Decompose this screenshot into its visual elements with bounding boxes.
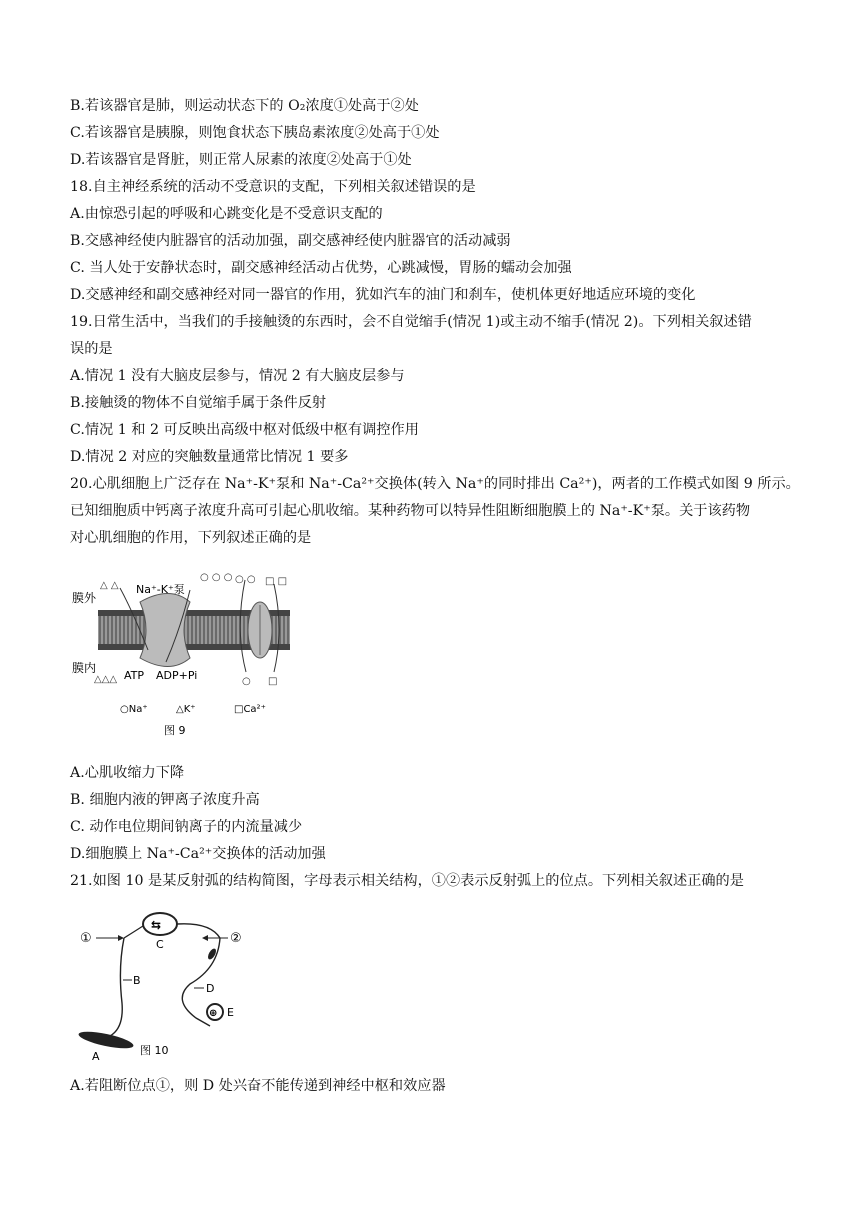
q18-stem: 18.自主神经系统的活动不受意识的支配，下列相关叙述错误的是	[70, 179, 476, 195]
q20-stem-line2: 已知细胞质中钙离子浓度升高可引起心肌收缩。某种药物可以特异性阻断细胞膜上的 Na⁺-K⁺泵。关于该药物	[70, 503, 751, 519]
label-outside: 膜外	[72, 591, 97, 605]
label-point-2: ②	[230, 931, 242, 946]
label-atp: ATP	[124, 669, 145, 682]
ganglion	[206, 947, 217, 960]
label-b: B	[133, 974, 141, 987]
potassium-symbols-inside: △△△	[94, 674, 118, 685]
q19-stem-line2: 误的是	[70, 341, 113, 357]
q20-option-a: A.心肌收缩力下降	[70, 765, 185, 781]
q20-stem-line1: 20.心肌细胞上广泛存在 Na⁺-K⁺泵和 Na⁺-Ca²⁺交换体(转入 Na⁺的同时排出 Ca²⁺)，两者的工作模式如图 9 所示。	[70, 476, 800, 492]
q20-option-d: D.细胞膜上 Na⁺-Ca²⁺交换体的活动加强	[70, 846, 326, 862]
q19-option-d: D.情况 2 对应的突触数量通常比情况 1 要多	[70, 449, 349, 465]
calcium-symbol-inside: □	[268, 676, 278, 687]
q18-option-a: A.由惊恐引起的呼吸和心跳变化是不受意识支配的	[70, 206, 383, 222]
figure-9-caption: 图 9	[164, 724, 186, 737]
sodium-symbols-outside: ○ ○ ○	[200, 572, 233, 583]
q19-option-a: A.情况 1 没有大脑皮层参与，情况 2 有大脑皮层参与	[70, 368, 405, 384]
q18-option-d: D.交感神经和副交感神经对同一器官的作用，犹如汽车的油门和刹车，使机体更好地适应环境的变化	[70, 287, 696, 303]
legend-potassium: △K⁺	[176, 704, 196, 715]
potassium-symbols-outside: △ △	[100, 580, 119, 591]
label-c: C	[156, 938, 164, 951]
sodium-symbols-exchanger: ○ ○	[235, 574, 256, 585]
label-point-1: ①	[80, 931, 92, 946]
q19-option-b: B.接触烫的物体不自觉缩手属于条件反射	[70, 395, 327, 411]
q17-option-b: B.若该器官是肺，则运动状态下的 O₂浓度①处高于②处	[70, 98, 419, 114]
q21-option-a: A.若阻断位点①，则 D 处兴奋不能传递到神经中枢和效应器	[70, 1078, 446, 1094]
q20-option-c: C. 动作电位期间钠离子的内流量减少	[70, 819, 303, 835]
legend-sodium: ○Na⁺	[120, 704, 148, 715]
q17-option-c: C.若该器官是胰腺，则饱食状态下胰岛素浓度②处高于①处	[70, 125, 440, 141]
q19-stem-line1: 19.日常生活中，当我们的手接触烫的东西时，会不自觉缩手(情况 1)或主动不缩手(情况 2)。下列相关叙述错	[70, 314, 752, 330]
label-adp-pi: ADP+Pi	[156, 669, 198, 682]
synapse-symbol: ⇆	[151, 918, 162, 932]
q18-option-c: C. 当人处于安静状态时，副交感神经活动占优势，心跳减慢，胃肠的蠕动会加强	[70, 260, 572, 276]
sodium-symbol-inside: ○	[242, 676, 251, 687]
effector-symbol: ⊕	[209, 1008, 218, 1019]
label-inside: 膜内	[72, 661, 97, 675]
label-e: E	[227, 1006, 234, 1019]
q21-stem: 21.如图 10 是某反射弧的结构简图，字母表示相关结构，①②表示反射弧上的位点。下列相关叙述正确的是	[70, 873, 744, 889]
q20-option-b: B. 细胞内液的钾离子浓度升高	[70, 792, 260, 808]
figure-10-caption: 图 10	[140, 1044, 169, 1057]
q18-option-b: B.交感神经使内脏器官的活动加强，副交感神经使内脏器官的活动减弱	[70, 233, 511, 249]
q19-option-c: C.情况 1 和 2 可反映出高级中枢对低级中枢有调控作用	[70, 422, 419, 438]
calcium-symbols-outside: □ □	[265, 576, 288, 587]
afferent-nerve-b	[110, 938, 124, 1036]
q20-stem-line3: 对心肌细胞的作用，下列叙述正确的是	[70, 530, 312, 546]
figure-10-reflex-arc	[70, 908, 290, 1063]
receptor-a	[77, 1028, 134, 1051]
figure-9-membrane-diagram	[70, 560, 300, 740]
label-a: A	[92, 1050, 100, 1063]
legend-calcium: □Ca²⁺	[234, 704, 266, 715]
label-d: D	[206, 982, 215, 995]
label-na-k-pump: Na⁺-K⁺泵	[136, 583, 185, 596]
q17-option-d: D.若该器官是肾脏，则正常人尿素的浓度②处高于①处	[70, 152, 412, 168]
